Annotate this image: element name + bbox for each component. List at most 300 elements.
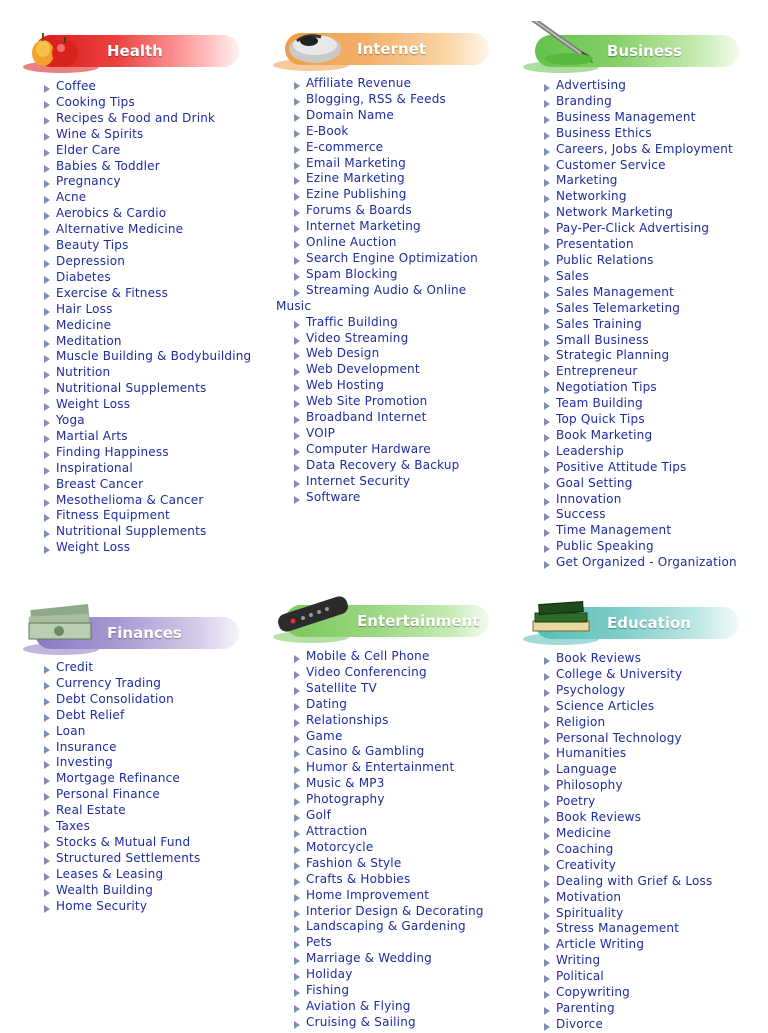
list-item-label[interactable]: Structured Settlements [56,850,201,865]
list-item-label[interactable]: Web Design [306,346,380,361]
list-item[interactable] [292,1015,484,1031]
list-item-label[interactable]: Investing [56,755,113,770]
list-item[interactable] [292,92,478,108]
list-item[interactable] [542,317,737,333]
list-item[interactable] [542,731,712,747]
list-item[interactable] [42,819,200,835]
list-item-label[interactable]: Science Articles [556,698,655,713]
list-item[interactable] [292,649,484,665]
list-item[interactable] [542,396,737,412]
list-item-label[interactable]: Recipes & Food and Drink [56,110,216,125]
list-item-label[interactable]: Copywriting [556,985,630,1000]
list-item[interactable] [292,108,478,124]
list-item-label[interactable]: Presentation [556,237,634,252]
list-item-label[interactable]: Branding [556,93,612,108]
list-item[interactable] [292,681,484,697]
list-item-label[interactable]: Personal Finance [56,787,160,802]
list-item-label[interactable]: Religion [556,714,606,729]
list-item-label[interactable]: Currency Trading [56,675,162,690]
list-item[interactable] [292,458,478,474]
list-item[interactable] [292,824,484,840]
list-item-label[interactable]: Email Marketing [306,155,406,170]
list-item[interactable] [42,397,251,413]
list-item-label[interactable]: Philosophy [556,778,623,793]
list-item[interactable] [542,762,712,778]
list-item-label[interactable]: Poetry [556,794,596,809]
list-item-label[interactable]: Motorcycle [306,839,374,854]
list-item-label[interactable]: Nutritional Supplements [56,381,207,396]
list-item[interactable] [542,492,737,508]
list-item[interactable] [42,95,251,111]
list-item-label[interactable]: Positive Attitude Tips [556,459,687,474]
list-item[interactable] [542,221,737,237]
list-item-label[interactable]: Landscaping & Gardening [306,919,466,934]
list-item[interactable] [542,890,712,906]
list-item-label[interactable]: Humanities [556,746,627,761]
list-item[interactable] [292,156,478,172]
list-item-label[interactable]: Alternative Medicine [56,222,184,237]
list-item-label[interactable]: Humor & Entertainment [306,760,455,775]
list-item[interactable] [542,110,737,126]
list-item[interactable] [292,315,478,331]
list-item-label[interactable]: Small Business [556,332,649,347]
list-item[interactable] [542,380,737,396]
list-item[interactable] [42,286,251,302]
list-item[interactable] [42,755,200,771]
list-item[interactable] [292,426,478,442]
list-item-label[interactable]: Top Quick Tips [556,412,645,427]
list-item[interactable] [542,651,712,667]
list-item[interactable] [542,794,712,810]
list-item-label[interactable]: Pay-Per-Click Advertising [556,221,710,236]
list-item-label[interactable]: Exercise & Fitness [56,285,169,300]
list-item-label[interactable]: Search Engine Optimization [306,250,478,265]
list-item[interactable] [542,173,737,189]
list-item-label[interactable]: Weight Loss [56,397,131,412]
list-item[interactable] [292,935,484,951]
list-item[interactable] [292,665,484,681]
list-item[interactable] [292,283,478,299]
list-item[interactable] [42,724,200,740]
list-item-label[interactable]: Inspirational [56,460,133,475]
list-item-label[interactable]: Book Reviews [556,810,642,825]
list-item-label[interactable]: Web Development [306,362,420,377]
list-item-label[interactable]: Pregnancy [56,174,121,189]
list-item-label[interactable]: Dating [306,696,348,711]
list-item-label[interactable]: Martial Arts [56,428,128,443]
list-item-label[interactable]: Spam Blocking [306,266,398,281]
list-item[interactable] [542,94,737,110]
list-item-label[interactable]: Aviation & Flying [306,998,411,1013]
list-item-label[interactable]: Finding Happiness [56,444,169,459]
list-item-label[interactable]: Video Streaming [306,330,409,345]
list-item-label[interactable]: Negotiation Tips [556,380,657,395]
list-item-label[interactable]: Nutritional Supplements [56,524,207,539]
list-item-label[interactable]: Forums & Boards [306,203,412,218]
list-item-label[interactable]: Online Auction [306,235,397,250]
list-item[interactable] [542,523,737,539]
list-item-label[interactable]: Interior Design & Decorating [306,903,484,918]
list-item-label[interactable]: Ezine Publishing [306,187,407,202]
list-item-label[interactable]: Leadership [556,443,624,458]
list-item[interactable] [292,140,478,156]
list-item-label[interactable]: Attraction [306,823,368,838]
list-item-label[interactable]: Video Conferencing [306,664,427,679]
list-item[interactable] [542,921,712,937]
list-item-label[interactable]: Computer Hardware [306,441,431,456]
list-item[interactable] [42,477,251,493]
list-item-label[interactable]: Meditation [56,333,122,348]
list-item[interactable] [42,676,200,692]
list-item[interactable] [42,524,251,540]
list-item-label[interactable]: Innovation [556,491,622,506]
list-item[interactable] [542,237,737,253]
list-item-label[interactable]: Time Management [556,523,672,538]
list-item[interactable] [542,715,712,731]
list-item[interactable] [42,206,251,222]
list-item[interactable] [42,508,251,524]
list-item-label[interactable]: Sales Management [556,284,675,299]
list-item-label[interactable]: Acne [56,190,87,205]
list-item-label[interactable]: Sales Telemarketing [556,300,681,315]
list-item-label[interactable]: E-Book [306,123,349,138]
list-item[interactable] [292,394,478,410]
list-item[interactable] [42,803,200,819]
list-item[interactable] [42,413,251,429]
list-item[interactable] [542,253,737,269]
list-item[interactable] [42,190,251,206]
list-item[interactable] [542,158,737,174]
list-item[interactable] [542,142,737,158]
list-item-label[interactable]: Networking [556,189,627,204]
list-item[interactable] [292,267,478,283]
list-item-label[interactable]: Beauty Tips [56,238,129,253]
list-item[interactable] [42,540,251,556]
list-item[interactable] [542,285,737,301]
list-item[interactable] [542,555,737,571]
list-item[interactable] [542,412,737,428]
list-item[interactable] [542,428,737,444]
list-item[interactable] [42,867,200,883]
list-item[interactable] [42,461,251,477]
list-item-label[interactable]: Writing [556,953,601,968]
list-item[interactable] [292,951,484,967]
list-item[interactable] [42,381,251,397]
list-item-label[interactable]: Real Estate [56,803,126,818]
list-item-label[interactable]: Mobile & Cell Phone [306,649,430,663]
list-item[interactable] [292,410,478,426]
list-item[interactable] [292,872,484,888]
list-item[interactable] [542,937,712,953]
list-item-label[interactable]: Web Site Promotion [306,394,428,409]
list-item[interactable] [292,983,484,999]
list-item[interactable] [292,362,478,378]
list-item-label[interactable]: Wine & Spirits [56,126,144,141]
list-item[interactable] [42,302,251,318]
list-item-label[interactable]: Coaching [556,841,614,856]
list-item-label[interactable]: Stress Management [556,921,680,936]
list-item[interactable] [292,76,478,92]
list-item[interactable] [42,445,251,461]
list-item-label[interactable]: Home Security [56,898,148,913]
list-item[interactable] [42,79,251,95]
list-item[interactable] [292,904,484,920]
list-item-label[interactable]: Debt Relief [56,707,125,722]
list-item[interactable] [292,840,484,856]
list-item[interactable] [42,111,251,127]
list-item-label[interactable]: Insurance [56,739,117,754]
list-item[interactable] [292,792,484,808]
list-item-label[interactable]: Photography [306,792,385,807]
list-item[interactable] [42,174,251,190]
list-item-label[interactable]: Traffic Building [306,314,398,329]
list-item[interactable] [292,474,478,490]
list-item-label[interactable]: Success [556,507,606,522]
list-item-label[interactable]: Cruising & Sailing [306,1014,416,1029]
list-item-label[interactable]: E-commerce [306,139,384,154]
list-item-label[interactable]: Sales [556,268,589,283]
list-item-label[interactable]: Political [556,969,604,984]
list-item[interactable] [42,143,251,159]
list-item[interactable] [42,238,251,254]
list-item-label[interactable]: Fashion & Style [306,855,402,870]
list-item-label[interactable]: Relationships [306,712,389,727]
list-item[interactable] [542,826,712,842]
list-item-label[interactable]: Crafts & Hobbies [306,871,411,886]
list-item[interactable] [542,953,712,969]
list-item[interactable] [292,331,478,347]
list-item-label[interactable]: Cooking Tips [56,94,135,109]
list-item[interactable] [542,126,737,142]
list-item-label[interactable]: Public Speaking [556,539,654,554]
list-item-label[interactable]: Strategic Planning [556,348,670,363]
list-item-label[interactable]: Nutrition [56,365,111,380]
list-item-label[interactable]: Domain Name [306,107,394,122]
list-item[interactable] [292,744,484,760]
list-item-label[interactable]: Divorce [556,1016,604,1031]
list-item[interactable] [542,667,712,683]
list-item[interactable] [292,919,484,935]
list-item[interactable] [292,729,484,745]
list-item[interactable] [542,778,712,794]
list-item[interactable] [542,507,737,523]
list-item[interactable] [42,835,200,851]
list-item-label[interactable]: Casino & Gambling [306,744,425,759]
list-item[interactable] [292,251,478,267]
list-item[interactable] [292,776,484,792]
list-item-label[interactable]: Business Management [556,109,696,124]
list-item-label[interactable]: Music [276,298,312,313]
list-item-label[interactable]: Muscle Building & Bodybuilding [56,349,252,364]
list-item[interactable] [292,967,484,983]
list-item-label[interactable]: Hair Loss [56,301,113,316]
list-item[interactable] [292,442,478,458]
list-item[interactable] [276,299,478,315]
list-item[interactable] [42,159,251,175]
list-item[interactable] [42,493,251,509]
list-item-label[interactable]: Satellite TV [306,680,377,695]
list-item-label[interactable]: Mortgage Refinance [56,771,181,786]
list-item-label[interactable]: Personal Technology [556,730,682,745]
list-item-label[interactable]: Taxes [56,819,91,834]
list-item[interactable] [542,906,712,922]
list-item[interactable] [42,349,251,365]
list-item[interactable] [42,740,200,756]
list-item-label[interactable]: Babies & Toddler [56,158,160,173]
list-item[interactable] [292,888,484,904]
list-item[interactable] [42,318,251,334]
list-item-label[interactable]: Aerobics & Cardio [56,206,167,221]
list-item[interactable] [542,269,737,285]
list-item-label[interactable]: Marriage & Wedding [306,951,432,966]
list-item[interactable] [292,713,484,729]
list-item-label[interactable]: Careers, Jobs & Employment [556,141,733,156]
list-item[interactable] [292,490,478,506]
list-item[interactable] [42,660,200,676]
list-item[interactable] [542,969,712,985]
list-item-label[interactable]: Team Building [556,396,643,411]
list-item[interactable] [542,874,712,890]
list-item[interactable] [542,189,737,205]
list-item-label[interactable]: Spirituality [556,905,624,920]
list-item[interactable] [292,124,478,140]
list-item-label[interactable]: Breast Cancer [56,476,144,491]
list-item[interactable] [42,787,200,803]
list-item-label[interactable]: Creativity [556,857,617,872]
list-item-label[interactable]: Internet Security [306,473,411,488]
list-item[interactable] [42,692,200,708]
list-item[interactable] [542,301,737,317]
list-item[interactable] [292,760,484,776]
list-item[interactable] [42,851,200,867]
list-item-label[interactable]: Holiday [306,967,353,982]
list-item[interactable] [42,222,251,238]
list-item-label[interactable]: Article Writing [556,937,645,952]
list-item[interactable] [292,378,478,394]
list-item-label[interactable]: Fishing [306,983,350,998]
list-item[interactable] [42,899,200,915]
list-item[interactable] [42,334,251,350]
list-item[interactable] [542,205,737,221]
list-item-label[interactable]: Parenting [556,1000,615,1015]
list-item[interactable] [292,999,484,1015]
list-item-label[interactable]: Goal Setting [556,475,633,490]
list-item[interactable] [542,333,737,349]
list-item-label[interactable]: Motivation [556,889,622,904]
list-item-label[interactable]: Medicine [56,317,112,332]
list-item[interactable] [542,1017,712,1033]
list-item[interactable] [42,254,251,270]
list-item[interactable] [542,539,737,555]
list-item[interactable] [542,1001,712,1017]
list-item-label[interactable]: Weight Loss [56,540,131,555]
list-item[interactable] [542,444,737,460]
list-item[interactable] [292,235,478,251]
list-item[interactable] [292,171,478,187]
list-item-label[interactable]: Blogging, RSS & Feeds [306,91,446,106]
list-item-label[interactable]: Get Organized - Organization [556,555,737,570]
list-item[interactable] [542,364,737,380]
list-item-label[interactable]: Stocks & Mutual Fund [56,834,191,849]
list-item-label[interactable]: Dealing with Grief & Loss [556,873,713,888]
list-item[interactable] [292,203,478,219]
list-item[interactable] [292,346,478,362]
list-item-label[interactable]: Internet Marketing [306,219,421,234]
list-item[interactable] [42,883,200,899]
list-item[interactable] [542,842,712,858]
list-item[interactable] [542,858,712,874]
list-item-label[interactable]: Streaming Audio & Online [306,282,467,297]
list-item[interactable] [42,429,251,445]
list-item-label[interactable]: Data Recovery & Backup [306,457,460,472]
list-item[interactable] [292,187,478,203]
list-item[interactable] [42,708,200,724]
list-item-label[interactable]: Pets [306,935,332,950]
list-item-label[interactable]: Medicine [556,825,612,840]
list-item[interactable] [542,460,737,476]
list-item-label[interactable]: Diabetes [56,269,111,284]
list-item-label[interactable]: Credit [56,660,94,674]
list-item-label[interactable]: Business Ethics [556,125,652,140]
list-item[interactable] [542,746,712,762]
list-item-label[interactable]: Music & MP3 [306,776,385,791]
list-item-label[interactable]: Yoga [56,413,85,428]
list-item-label[interactable]: Ezine Marketing [306,171,405,186]
list-item-label[interactable]: Advertising [556,78,627,92]
list-item-label[interactable]: Elder Care [56,142,121,157]
list-item-label[interactable]: Loan [56,723,86,738]
list-item[interactable] [42,270,251,286]
list-item[interactable] [292,697,484,713]
list-item-label[interactable]: Affiliate Revenue [306,76,412,90]
list-item-label[interactable]: Debt Consolidation [56,691,174,706]
list-item[interactable] [542,985,712,1001]
list-item[interactable] [42,365,251,381]
list-item-label[interactable]: Book Reviews [556,651,642,665]
list-item[interactable] [292,219,478,235]
list-item[interactable] [542,476,737,492]
list-item[interactable] [292,856,484,872]
list-item[interactable] [542,683,712,699]
list-item[interactable] [542,810,712,826]
list-item-label[interactable]: VOIP [306,425,336,440]
list-item-label[interactable]: Coffee [56,79,97,93]
list-item-label[interactable]: Network Marketing [556,205,674,220]
list-item[interactable] [292,808,484,824]
list-item[interactable] [542,78,737,94]
list-item-label[interactable]: Depression [56,253,126,268]
list-item[interactable] [42,127,251,143]
list-item-label[interactable]: Wealth Building [56,882,154,897]
list-item-label[interactable]: College & University [556,666,683,681]
list-item-label[interactable]: Sales Training [556,316,642,331]
list-item-label[interactable]: Mesothelioma & Cancer [56,492,204,507]
list-item[interactable] [542,348,737,364]
list-item-label[interactable]: Psychology [556,682,626,697]
list-item-label[interactable]: Home Improvement [306,887,430,902]
list-item-label[interactable]: Customer Service [556,157,666,172]
list-item-label[interactable]: Entrepreneur [556,364,638,379]
list-item-label[interactable]: Language [556,762,617,777]
list-item-label[interactable]: Fitness Equipment [56,508,170,523]
list-item-label[interactable]: Game [306,728,343,743]
list-item-label[interactable]: Broadband Internet [306,410,427,425]
list-item-label[interactable]: Software [306,489,361,504]
list-item-label[interactable]: Marketing [556,173,618,188]
list-item-label[interactable]: Book Marketing [556,427,653,442]
list-item-label[interactable]: Leases & Leasing [56,866,164,881]
list-item-label[interactable]: Web Hosting [306,378,385,393]
